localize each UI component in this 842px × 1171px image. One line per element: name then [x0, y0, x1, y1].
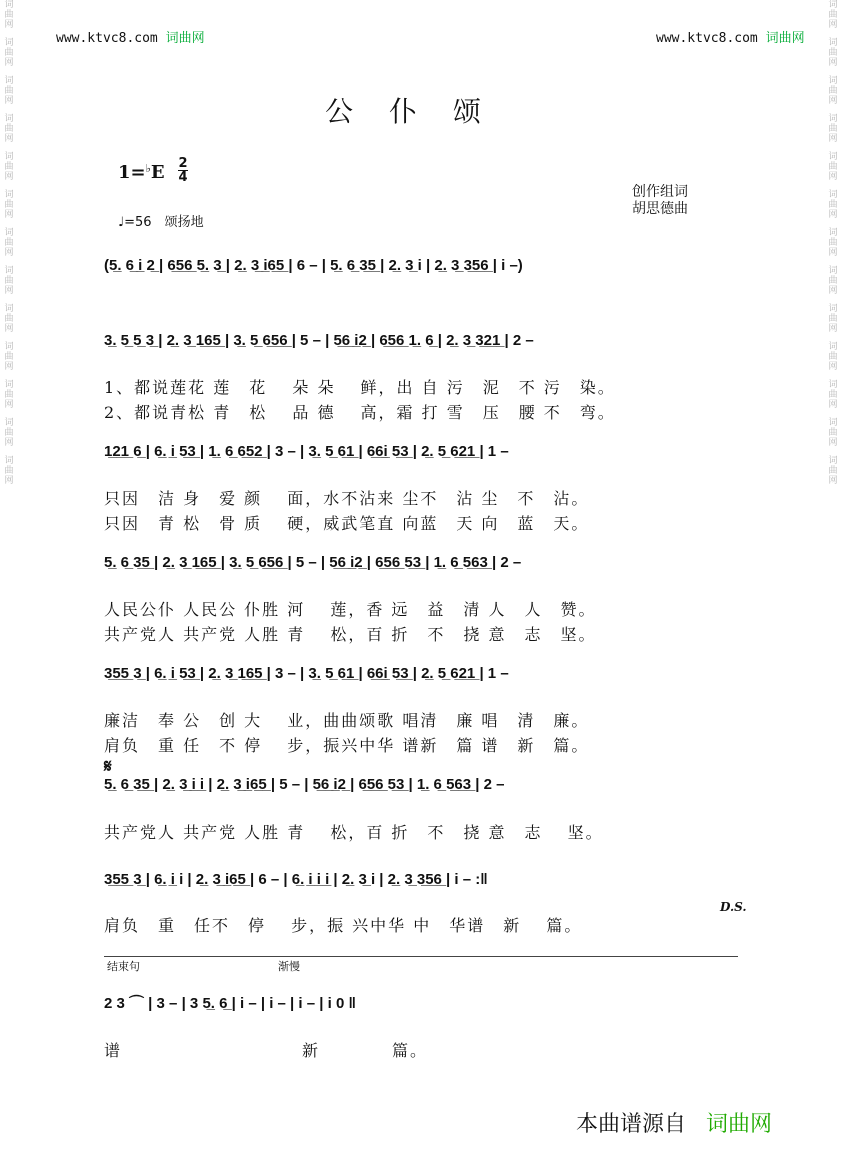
watermark-char: 词 [4, 76, 14, 86]
watermark-char: 曲 [4, 352, 14, 362]
watermark-char: 词 [4, 152, 14, 162]
header-left-url[interactable]: www.ktvc8.com [56, 31, 158, 46]
segno-sign: 𝄋 [104, 756, 112, 777]
composer: 胡思德曲 [632, 201, 688, 217]
watermark-char: 词 [4, 190, 14, 200]
watermark-char: 曲 [4, 162, 14, 172]
watermark-char: 曲 [4, 428, 14, 438]
watermark-char: 词 [4, 342, 14, 352]
side-watermark-left [2, 0, 16, 1171]
header-right-site[interactable]: 词曲网 [765, 31, 805, 46]
footer-source[interactable] [576, 1107, 772, 1138]
lyric-line-8: 肩负 重 任 不 停 步，振兴中华 谱新 篇 谱 新 篇。 [104, 736, 590, 755]
watermark-char: 网 [4, 134, 14, 144]
watermark-char: 词 [828, 342, 838, 352]
side-watermark-right [826, 0, 840, 1171]
watermark-char: 词 [828, 38, 838, 48]
watermark-char: 词 [4, 38, 14, 48]
lyric-line-5: 人民公仆 人民公 仆胜 河 莲，香 远 益 清 人 人 赞。 [104, 600, 597, 619]
lyric-line-9: 共产党人 共产党 人胜 青 松，百 折 不 挠 意 志 坚。 [104, 823, 604, 842]
watermark-char: 曲 [4, 314, 14, 324]
lyric-line-4: 只因 青 松 骨 质 硬，威武笔直 向蓝 天 向 蓝 天。 [104, 514, 590, 533]
watermark-char: 网 [4, 20, 14, 30]
watermark-char: 曲 [828, 352, 838, 362]
watermark-char: 网 [4, 58, 14, 68]
music-row-1: 3̲. 5̲ 5̲ 3̲ | 2̲. 3̲ 1̲6̲5̲ | 3̲. 5̲ 6̲5̲6̲ | 5 – | 5̲6̲ i̲2̲ | 6̲5̲6̲ 1̲. 6̲ | 2̲. 3̲ 3̲2̲1̲ | 2 – [104, 332, 534, 349]
watermark-char: 词 [828, 380, 838, 390]
watermark-char: 词 [4, 456, 14, 466]
watermark-char: 网 [4, 210, 14, 220]
watermark-char: 词 [828, 190, 838, 200]
watermark-char: 词 [4, 228, 14, 238]
watermark-char: 曲 [828, 200, 838, 210]
music-row-5: 5̲. 6̲ 3̲5̲ | 2̲. 3̲ i̲ i̲ | 2̲. 3̲ i̲6̲5̲ | 5 – | 5̲6̲ i̲2̲ | 6̲5̲6̲ 5̲3̲ | 1̲. 6̲ 5̲6̲3̲ | 2 – [104, 776, 505, 793]
watermark-char: 网 [4, 286, 14, 296]
watermark-char: 曲 [4, 124, 14, 134]
watermark-char: 词 [828, 114, 838, 124]
watermark-char: 曲 [828, 238, 838, 248]
music-row-2: 1̲2̲1̲ 6̲ | 6̲. i̲ 5̲3̲ | 1̲. 6̲ 6̲5̲2̲ | 3 – | 3̲. 5̲ 6̲1̲ | 6̲6̲i̲ 5̲3̲ | 2̲. 5̲ 6̲2̲1̲ | 1 – [104, 443, 509, 460]
lyric-line-3: 只因 洁 身 爱 颜 面，水不沾来 尘不 沾 尘 不 沾。 [104, 489, 590, 508]
watermark-char: 网 [4, 248, 14, 258]
watermark-char: 网 [828, 96, 838, 106]
watermark-char: 词 [828, 76, 838, 86]
watermark-char: 网 [4, 172, 14, 182]
music-row-3: 5̲. 6̲ 3̲5̲ | 2̲. 3̲ 1̲6̲5̲ | 3̲. 5̲ 6̲5̲6̲ | 5 – | 5̲6̲ i̲2̲ | 6̲5̲6̲ 5̲3̲ | 1̲. 6̲ 5̲6̲3̲ | 2 – [104, 554, 522, 571]
watermark-char: 曲 [4, 48, 14, 58]
header-left-site[interactable]: 词曲网 [165, 31, 205, 46]
watermark-char: 曲 [828, 10, 838, 20]
watermark-char: 曲 [4, 390, 14, 400]
watermark-char: 曲 [4, 466, 14, 476]
header-left[interactable] [56, 27, 205, 46]
watermark-char: 网 [828, 172, 838, 182]
watermark-char: 网 [828, 362, 838, 372]
watermark-char: 曲 [828, 276, 838, 286]
watermark-char: 曲 [4, 238, 14, 248]
watermark-char: 词 [4, 418, 14, 428]
footer-brand-link[interactable]: 词曲网 [706, 1112, 773, 1137]
footer-source-text: 本曲谱源自 [576, 1112, 687, 1137]
flat-sign: ♭ [145, 162, 151, 175]
watermark-char: 词 [828, 304, 838, 314]
watermark-char: 网 [828, 286, 838, 296]
watermark-char: 网 [828, 58, 838, 68]
watermark-char: 网 [828, 476, 838, 486]
watermark-char: 曲 [828, 466, 838, 476]
ending-label: 结束句 [107, 960, 140, 973]
music-row-intro: (5̲. 6̲ i̲ 2̲ | 6̲5̲6̲ 5̲. 3̲ | 2̲. 3̲ i̲6̲5̲ | 6 – | 5̲. 6̲ 3̲5̲ | 2̲. 3̲ i | 2̲. 3̲ 3̲5̲6̲ | i –) [104, 257, 523, 274]
watermark-char: 网 [828, 438, 838, 448]
key-letter: E [150, 162, 165, 183]
lyricist: 创作组词 [632, 184, 688, 200]
watermark-char: 词 [4, 0, 14, 10]
watermark-char: 曲 [828, 162, 838, 172]
time-signature [178, 157, 188, 184]
watermark-char: 网 [828, 134, 838, 144]
watermark-char: 网 [828, 210, 838, 220]
watermark-char: 词 [828, 266, 838, 276]
watermark-char: 词 [828, 418, 838, 428]
watermark-char: 词 [828, 152, 838, 162]
music-row-ending: 2 3 ⌒ | 3 – | 3 5̲. 6̲ | i – | i – | i – | i 0 ‖ [104, 995, 356, 1012]
lyric-line-ending: 谱 新 篇。 [104, 1041, 429, 1060]
time-top: 2 [178, 156, 188, 171]
time-bottom: 4 [178, 170, 188, 185]
watermark-char: 网 [4, 476, 14, 486]
watermark-char: 词 [828, 228, 838, 238]
credits [632, 184, 688, 218]
music-row-6: 3̲5̲5̲ 3̲ | 6̲. i̲ i | 2̲. 3̲ i̲6̲5̲ | 6 – | 6̲. i̲ i̲ i̲ | 2̲. 3̲ i | 2̲. 3̲ 3̲5̲6̲ | i – :‖ [104, 871, 488, 888]
watermark-char: 网 [4, 362, 14, 372]
ending-bracket [104, 956, 738, 957]
watermark-char: 词 [828, 456, 838, 466]
watermark-char: 网 [828, 20, 838, 30]
header-right[interactable] [656, 27, 805, 46]
lyric-line-10: 肩负 重 任不 停 步，振 兴中华 中 华谱 新 篇。 [104, 916, 583, 935]
tempo-marking: ♩=56 颂扬地 [118, 215, 204, 230]
ds-marking: D.S. [720, 900, 747, 914]
lyric-line-7: 廉洁 奉 公 创 大 业，曲曲颂歌 唱清 廉 唱 清 廉。 [104, 711, 590, 730]
watermark-char: 曲 [828, 314, 838, 324]
watermark-char: 网 [4, 96, 14, 106]
watermark-char: 曲 [4, 276, 14, 286]
key-prefix: 1= [118, 162, 146, 183]
watermark-char: 网 [828, 324, 838, 334]
watermark-char: 词 [4, 304, 14, 314]
watermark-char: 词 [4, 266, 14, 276]
watermark-char: 曲 [828, 48, 838, 58]
lyric-line-1: 1、都说莲花 莲 花 朵 朵 鲜，出 自 污 泥 不 污 染。 [104, 378, 616, 397]
watermark-char: 网 [828, 248, 838, 258]
watermark-char: 曲 [828, 124, 838, 134]
watermark-char: 网 [4, 324, 14, 334]
lyric-line-2: 2、都说青松 青 松 品 德 高，霜 打 雪 压 腰 不 弯。 [104, 403, 616, 422]
music-row-4: 3̲5̲5̲ 3̲ | 6̲. i̲ 5̲3̲ | 2̲. 3̲ 1̲6̲5̲ | 3 – | 3̲. 5̲ 6̲1̲ | 6̲6̲i̲ 5̲3̲ | 2̲. 5̲ 6̲2̲1̲ | 1 – [104, 665, 509, 682]
watermark-char: 曲 [828, 390, 838, 400]
watermark-char: 网 [4, 400, 14, 410]
watermark-char: 词 [4, 380, 14, 390]
header-right-url[interactable]: www.ktvc8.com [656, 31, 758, 46]
watermark-char: 曲 [4, 10, 14, 20]
watermark-char: 网 [828, 400, 838, 410]
watermark-char: 曲 [828, 86, 838, 96]
slow-label: 渐慢 [278, 960, 300, 973]
watermark-char: 词 [4, 114, 14, 124]
watermark-char: 曲 [828, 428, 838, 438]
watermark-char: 网 [4, 438, 14, 448]
watermark-char: 词 [828, 0, 838, 10]
watermark-char: 曲 [4, 200, 14, 210]
watermark-char: 曲 [4, 86, 14, 96]
key-signature [118, 162, 165, 183]
song-title: 公仆颂 [324, 95, 517, 128]
lyric-line-6: 共产党人 共产党 人胜 青 松，百 折 不 挠 意 志 坚。 [104, 625, 597, 644]
